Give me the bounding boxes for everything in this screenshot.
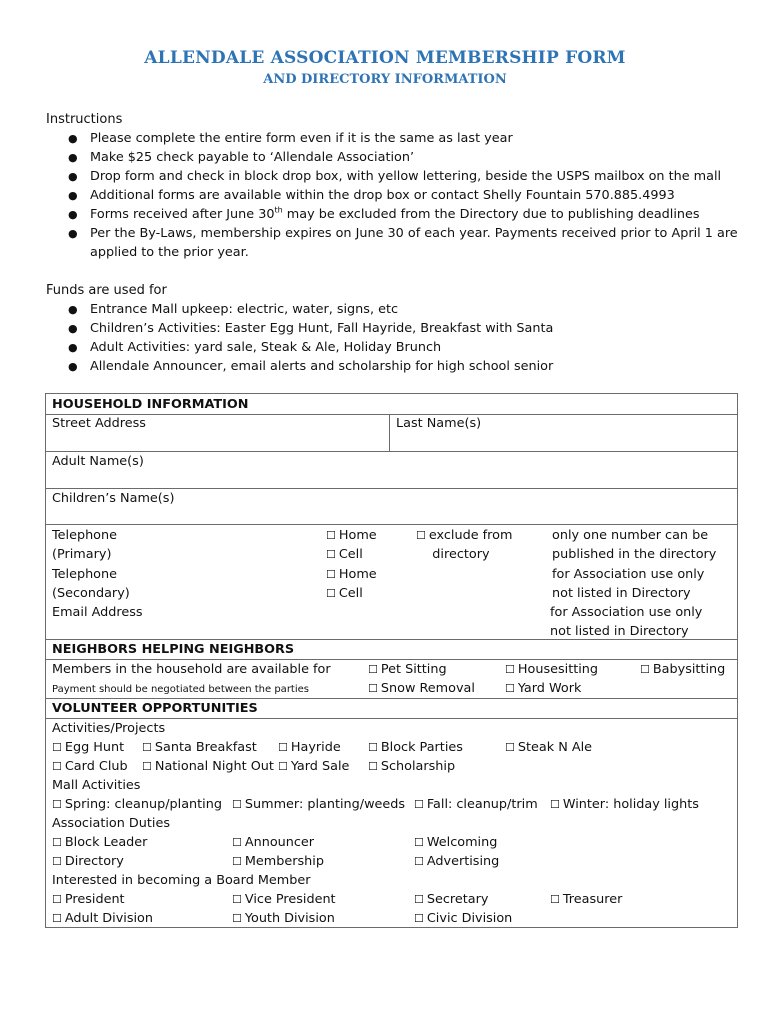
treasurer-checkbox[interactable]: ☐ Treasurer xyxy=(550,892,623,907)
advertising-checkbox[interactable]: ☐ Advertising xyxy=(414,854,500,869)
checkbox-icon: ☐ xyxy=(368,741,378,754)
primary-home-checkbox[interactable]: ☐ Home xyxy=(326,528,377,543)
funds-heading: Funds are used for xyxy=(46,283,167,298)
divider xyxy=(389,414,390,451)
list-item: ● Adult Activities: yard sale, Steak & Ale, Holiday Brunch xyxy=(68,340,442,355)
checkbox-icon: ☐ xyxy=(505,663,515,676)
card-club-checkbox[interactable]: ☐ Card Club xyxy=(52,759,128,774)
checkbox-icon: ☐ xyxy=(232,893,242,906)
snow-removal-checkbox[interactable]: ☐ Snow Removal xyxy=(368,681,475,696)
directory-checkbox[interactable]: ☐ Directory xyxy=(52,854,124,869)
bullet-icon: ● xyxy=(68,151,78,164)
bullet-icon: ● xyxy=(68,227,78,240)
vice-president-checkbox[interactable]: ☐ Vice President xyxy=(232,892,336,907)
divider xyxy=(46,451,737,452)
checkbox-icon: ☐ xyxy=(52,893,62,906)
checkbox-icon: ☐ xyxy=(278,760,288,773)
membership-checkbox[interactable]: ☐ Membership xyxy=(232,854,324,869)
checkbox-icon: ☐ xyxy=(414,855,424,868)
checkbox-icon: ☐ xyxy=(232,855,242,868)
checkbox-icon: ☐ xyxy=(52,798,62,811)
checkbox-icon: ☐ xyxy=(52,912,62,925)
checkbox-icon: ☐ xyxy=(368,663,378,676)
checkbox-icon: ☐ xyxy=(52,836,62,849)
scholarship-checkbox[interactable]: ☐ Scholarship xyxy=(368,759,456,774)
board-member-label: Interested in becoming a Board Member xyxy=(52,873,311,888)
adult-division-checkbox[interactable]: ☐ Adult Division xyxy=(52,911,153,926)
checkbox-icon: ☐ xyxy=(368,682,378,695)
neighbors-header: NEIGHBORS HELPING NEIGHBORS xyxy=(52,642,295,657)
spring-cleanup-checkbox[interactable]: ☐ Spring: cleanup/planting xyxy=(52,797,222,812)
santa-breakfast-checkbox[interactable]: ☐ Santa Breakfast xyxy=(142,740,257,755)
funds-list xyxy=(46,300,750,376)
street-address-field[interactable]: Street Address xyxy=(52,416,146,431)
steak-n-ale-checkbox[interactable]: ☐ Steak N Ale xyxy=(505,740,593,755)
checkbox-icon: ☐ xyxy=(640,663,650,676)
instructions-list xyxy=(46,129,750,262)
president-checkbox[interactable]: ☐ President xyxy=(52,892,125,907)
bullet-icon: ● xyxy=(68,208,78,221)
checkbox-icon: ☐ xyxy=(414,836,424,849)
funds-section xyxy=(46,281,750,376)
checkbox-icon: ☐ xyxy=(505,682,515,695)
checkbox-icon: ☐ xyxy=(232,912,242,925)
last-names-field[interactable]: Last Name(s) xyxy=(396,416,482,431)
instructions-heading: Instructions xyxy=(46,112,123,127)
housesitting-checkbox[interactable]: ☐ Housesitting xyxy=(505,662,599,677)
secondary-note: for Association use only not listed in Directory xyxy=(552,567,705,601)
list-item: ● Entrance Mall upkeep: electric, water, signs, etc xyxy=(68,302,399,317)
bullet-icon: ● xyxy=(68,132,78,145)
summer-planting-checkbox[interactable]: ☐ Summer: planting/weeds xyxy=(232,797,406,812)
bullet-icon: ● xyxy=(68,341,78,354)
email-note: for Association use only not listed in Directory xyxy=(550,605,703,639)
checkbox-icon: ☐ xyxy=(416,529,426,542)
checkbox-icon: ☐ xyxy=(142,741,152,754)
checkbox-icon: ☐ xyxy=(52,741,62,754)
list-item: ● Drop form and check in block drop box, with yellow lettering, beside the USPS mailbox on the mall xyxy=(68,169,722,184)
form-title: ALLENDALE ASSOCIATION MEMBERSHIP FORM xyxy=(144,48,626,68)
bullet-icon: ● xyxy=(68,322,78,335)
members-available-label: Members in the household are available for xyxy=(52,662,331,677)
fall-cleanup-checkbox[interactable]: ☐ Fall: cleanup/trim xyxy=(414,797,538,812)
checkbox-icon: ☐ xyxy=(414,912,424,925)
form-subtitle: AND DIRECTORY INFORMATION xyxy=(263,72,507,87)
telephone-primary-label: Telephone (Primary) xyxy=(52,528,117,562)
checkbox-icon: ☐ xyxy=(368,760,378,773)
email-address-field[interactable]: Email Address xyxy=(52,605,143,620)
primary-note: only one number can be published in the directory xyxy=(552,528,717,562)
list-item: ● Additional forms are available within the drop box or contact Shelly Fountain 570.885.4993 xyxy=(68,188,675,203)
checkbox-icon: ☐ xyxy=(232,798,242,811)
checkbox-icon: ☐ xyxy=(326,587,336,600)
egg-hunt-checkbox[interactable]: ☐ Egg Hunt xyxy=(52,740,125,755)
welcoming-checkbox[interactable]: ☐ Welcoming xyxy=(414,835,498,850)
divider xyxy=(46,524,737,525)
youth-division-checkbox[interactable]: ☐ Youth Division xyxy=(232,911,335,926)
children-names-field[interactable]: Children’s Name(s) xyxy=(52,491,175,506)
civic-division-checkbox[interactable]: ☐ Civic Division xyxy=(414,911,513,926)
checkbox-icon: ☐ xyxy=(52,855,62,868)
activities-label: Activities/Projects xyxy=(52,721,166,736)
volunteer-header: VOLUNTEER OPPORTUNITIES xyxy=(52,701,258,716)
bullet-icon: ● xyxy=(68,170,78,183)
checkbox-icon: ☐ xyxy=(232,836,242,849)
national-night-out-checkbox[interactable]: ☐ National Night Out xyxy=(142,759,274,774)
checkbox-icon: ☐ xyxy=(326,529,336,542)
hayride-checkbox[interactable]: ☐ Hayride xyxy=(278,740,341,755)
checkbox-icon: ☐ xyxy=(414,893,424,906)
checkbox-icon: ☐ xyxy=(142,760,152,773)
bullet-icon: ● xyxy=(68,360,78,373)
list-item: ● Per the By-Laws, membership expires on June 30 of each year. Payments received prior to April 1 are applied to the prior year. xyxy=(68,226,738,260)
bullet-icon: ● xyxy=(68,189,78,202)
mall-activities-label: Mall Activities xyxy=(52,778,141,793)
block-parties-checkbox[interactable]: ☐ Block Parties xyxy=(368,740,463,755)
pet-sitting-checkbox[interactable]: ☐ Pet Sitting xyxy=(368,662,447,677)
checkbox-icon: ☐ xyxy=(326,548,336,561)
checkbox-icon: ☐ xyxy=(326,568,336,581)
association-duties-label: Association Duties xyxy=(52,816,171,831)
secondary-cell-checkbox[interactable]: ☐ Cell xyxy=(326,586,363,601)
list-item: ● Make $25 check payable to ‘Allendale Association’ xyxy=(68,150,415,165)
announcer-checkbox[interactable]: ☐ Announcer xyxy=(232,835,315,850)
checkbox-icon: ☐ xyxy=(278,741,288,754)
household-header: HOUSEHOLD INFORMATION xyxy=(52,397,249,412)
block-leader-checkbox[interactable]: ☐ Block Leader xyxy=(52,835,148,850)
checkbox-icon: ☐ xyxy=(550,893,560,906)
checkbox-icon: ☐ xyxy=(550,798,560,811)
payment-note: Payment should be negotiated between the parties xyxy=(52,684,309,695)
bullet-icon: ● xyxy=(68,303,78,316)
telephone-secondary-label: Telephone (Secondary) xyxy=(52,567,130,601)
instructions-section xyxy=(46,110,750,262)
adult-names-field[interactable]: Adult Name(s) xyxy=(52,454,144,469)
checkbox-icon: ☐ xyxy=(414,798,424,811)
secondary-home-checkbox[interactable]: ☐ Home xyxy=(326,567,377,582)
membership-form-table xyxy=(45,393,738,928)
list-item: ● Please complete the entire form even if it is the same as last year xyxy=(68,131,513,146)
checkbox-icon: ☐ xyxy=(505,741,515,754)
list-item: ● Forms received after June 30th may be excluded from the Directory due to publishing deadlines xyxy=(68,205,700,222)
primary-cell-checkbox[interactable]: ☐ Cell xyxy=(326,547,363,562)
yard-work-checkbox[interactable]: ☐ Yard Work xyxy=(505,681,582,696)
babysitting-checkbox[interactable]: ☐ Babysitting xyxy=(640,662,726,677)
list-item: ● Children’s Activities: Easter Egg Hunt, Fall Hayride, Breakfast with Santa xyxy=(68,321,554,336)
yard-sale-checkbox[interactable]: ☐ Yard Sale xyxy=(278,759,350,774)
divider xyxy=(46,414,737,415)
list-item: ● Allendale Announcer, email alerts and scholarship for high school senior xyxy=(68,359,554,374)
secretary-checkbox[interactable]: ☐ Secretary xyxy=(414,892,489,907)
exclude-directory-checkbox[interactable]: ☐ exclude from directory xyxy=(416,528,513,562)
checkbox-icon: ☐ xyxy=(52,760,62,773)
winter-lights-checkbox[interactable]: ☐ Winter: holiday lights xyxy=(550,797,699,812)
